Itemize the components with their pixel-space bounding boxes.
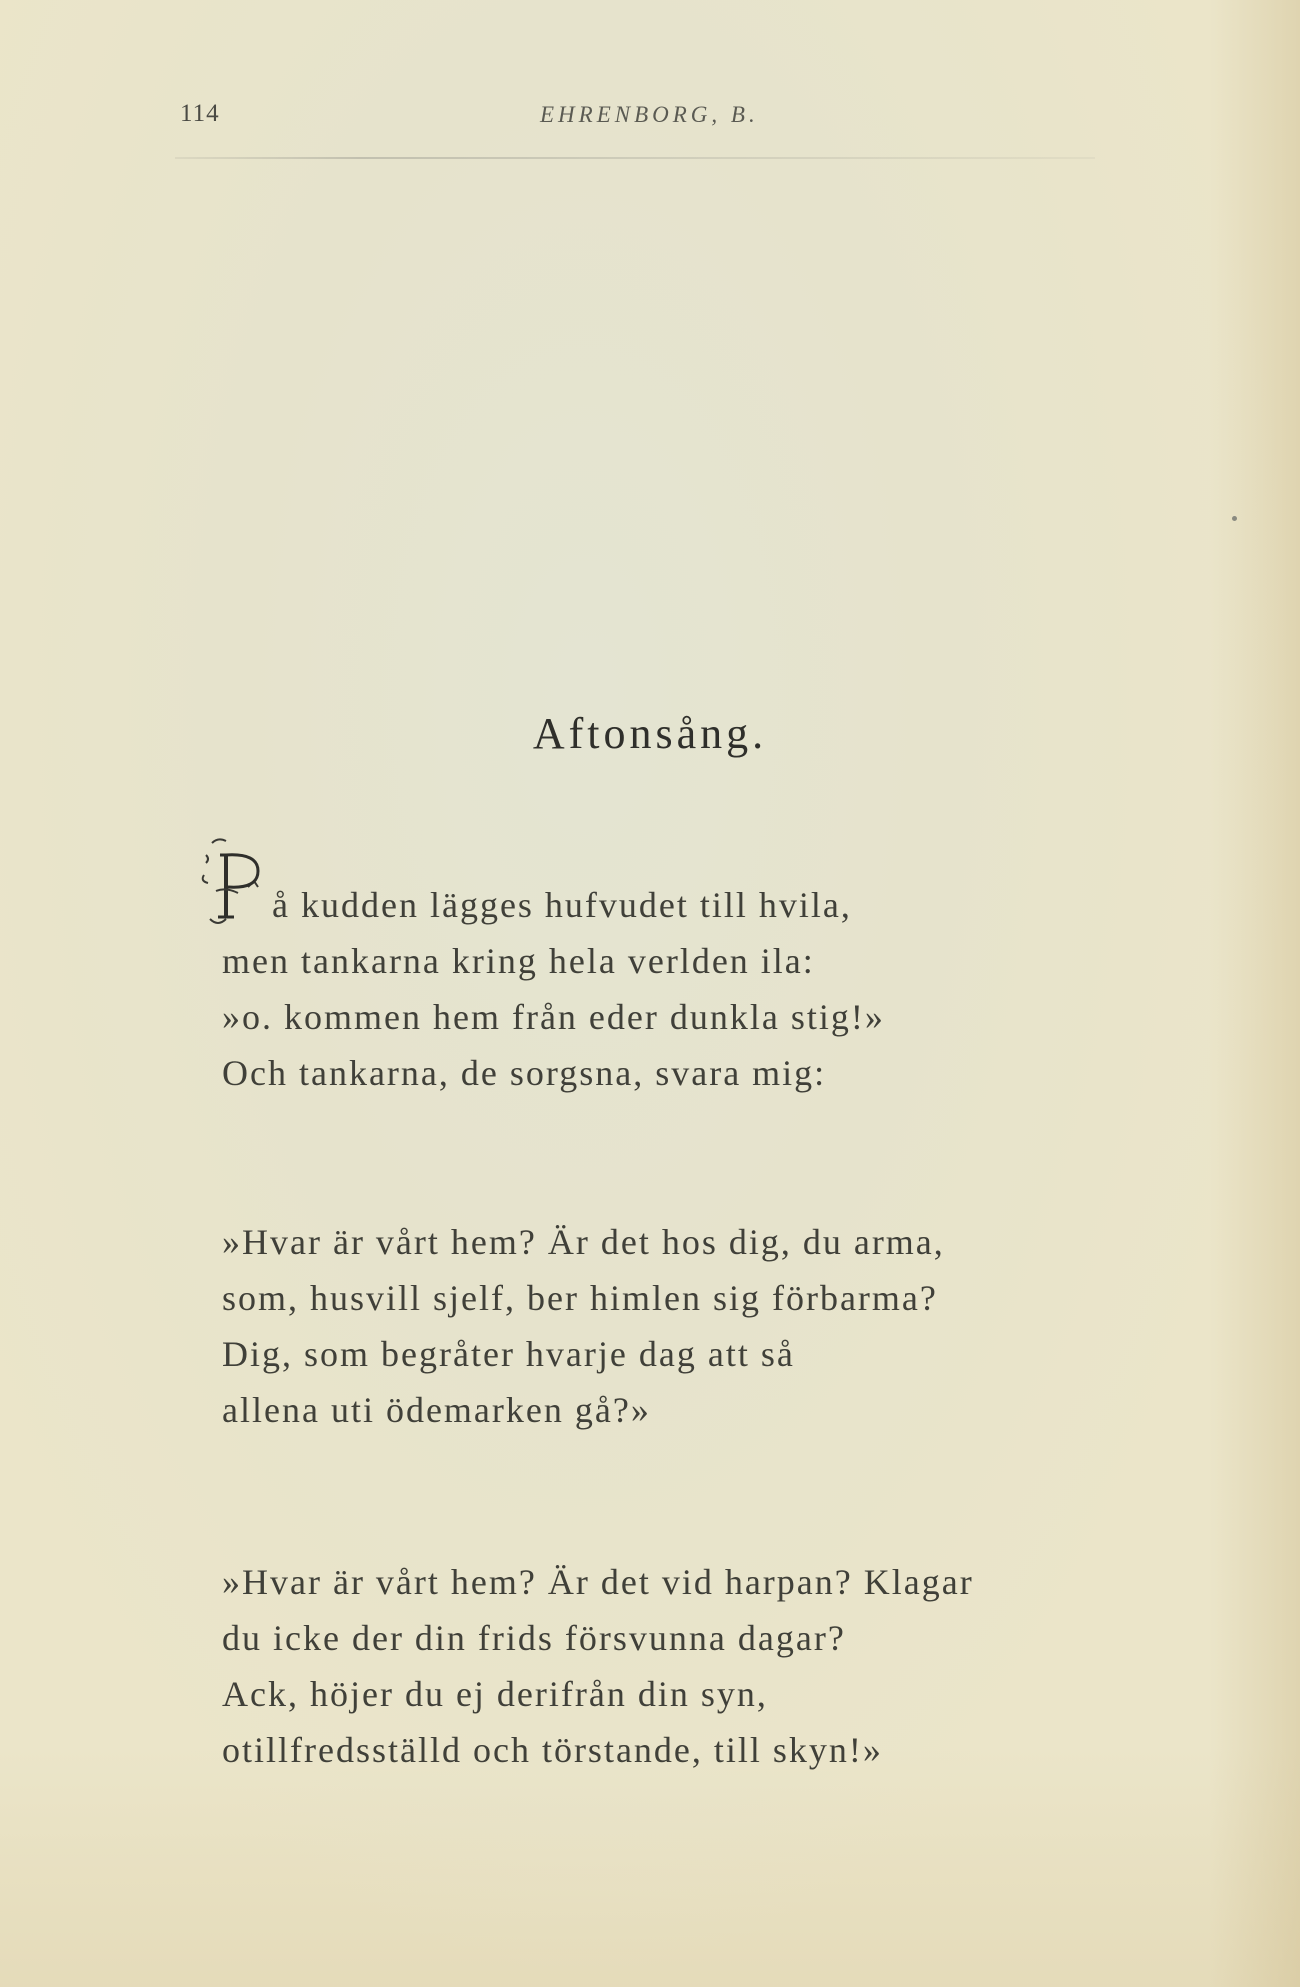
poem-line: du icke der din frids försvunna dagar? [222, 1618, 846, 1658]
poem-line: Och tankarna, de sorgsna, svara mig: [222, 1053, 827, 1093]
poem-title: Aftonsång. [532, 709, 768, 758]
poem-line: som, husvill sjelf, ber himlen sig förbarma? [222, 1278, 938, 1318]
stanza-1 [222, 877, 1182, 1101]
stanza-2 [222, 1214, 1182, 1438]
paper-speck [1232, 516, 1237, 521]
poem-line: Ack, höjer du ej derifrån din syn, [222, 1674, 768, 1714]
poem-line: »o. kommen hem från eder dunkla stig!» [222, 997, 885, 1037]
poem-line: »Hvar är vårt hem? Är det hos dig, du arma, [222, 1222, 945, 1262]
stanza-3 [222, 1554, 1182, 1778]
poem-line: allena uti ödemarken gå?» [222, 1390, 651, 1430]
poem-line: Dig, som begråter hvarje dag att så [222, 1334, 795, 1374]
poem-line: otillfredsställd och törstande, till skyn!» [222, 1730, 883, 1770]
running-head [180, 100, 1090, 140]
poem-line: men tankarna kring hela verlden ila: [222, 941, 815, 981]
poem-line: å kudden lägges hufvudet till hvila, [272, 885, 852, 925]
header-rule [175, 157, 1095, 159]
running-title: EHRENBORG, B. [540, 102, 759, 127]
poem-line: »Hvar är vårt hem? Är det vid harpan? Klagar [222, 1562, 974, 1602]
page-number: 114 [180, 100, 220, 127]
